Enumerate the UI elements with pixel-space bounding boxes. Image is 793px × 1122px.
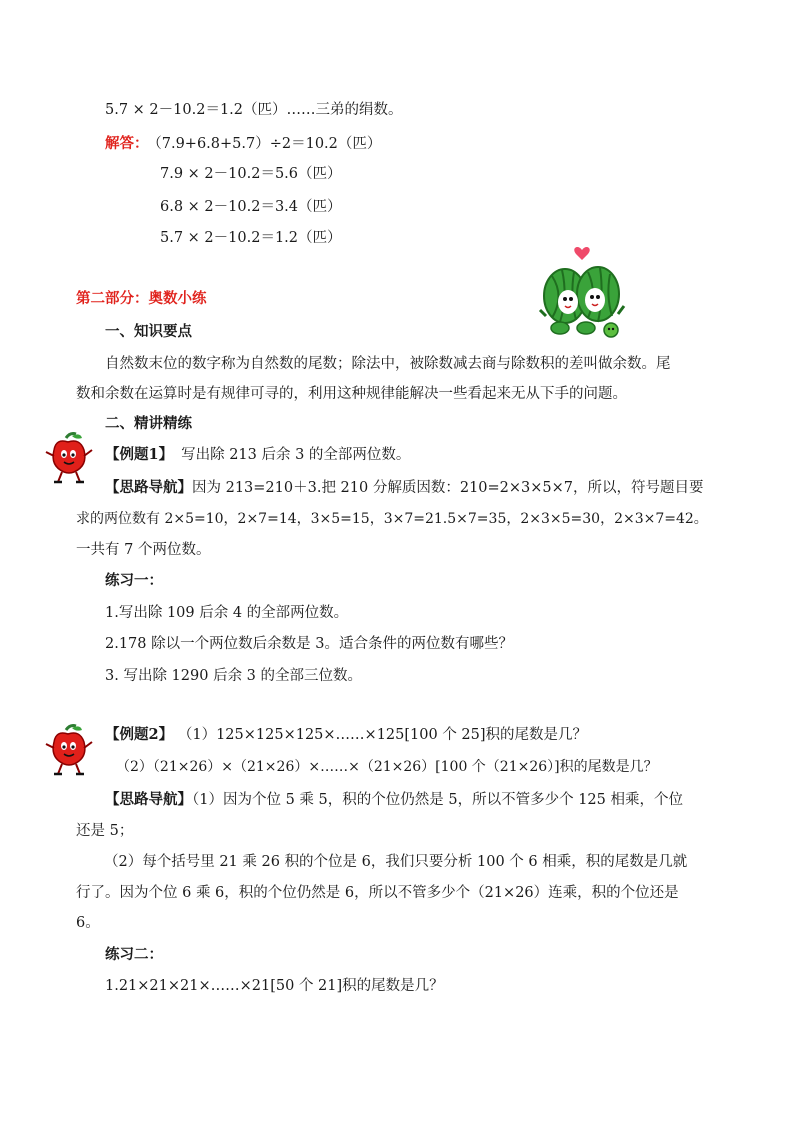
watermelon-mascot-image [538,244,628,340]
exercise-1-item: 2.178 除以一个两位数后余数是 3。适合条件的两位数有哪些？ [105,636,513,652]
example-2-q1: （1）125×125×125×……×125[100 个 25]积的尾数是几？ [185,727,588,743]
top-line-1: 5.7 × 2－10.2＝1.2（匹）……三弟的绢数。 [105,102,403,118]
example-1-nav-label: 【思路导航】 [105,479,192,496]
calc-line-2: 6.8 × 2－10.2＝3.4（匹） [160,199,342,215]
example-1-nav-row [105,478,704,498]
section-1-heading: 一、知识要点 [105,323,192,340]
exercise-1-heading: 练习一： [105,572,163,589]
section-2-heading: 二、精讲精练 [105,415,192,432]
calc-line-3: 5.7 × 2－10.2＝1.2（匹） [160,230,342,246]
example-1-nav-line-1: 因为 213=210＋3.把 210 分解质因数：210=2×3×5×7，所以，符号题目要 [192,480,704,496]
example-2-q2: （2）（21×26）×（21×26）×……×（21×26）[100 个（21×26）]积的尾数是几？ [116,759,658,775]
exercise-1-item: 1.写出除 109 后余 4 的全部两位数。 [105,605,349,621]
answer-line: （7.9+6.8+5.7）÷2＝10.2（匹） [154,136,382,152]
answer-label: 解答： [105,135,149,152]
example-1-row [105,445,410,465]
example-2-nav-line-1: （1）因为个位 5 乘 5，积的个位仍然是 5，所以不管多少个 125 相乘，个位 [192,792,683,808]
example-2-label: 【例题2】 [105,726,174,743]
example-2-nav-line-3: （2）每个括号里 21 乘 26 积的个位是 6，我们只要分析 100 个 6 相乘，积的尾数是几就 [104,854,688,870]
calc-line-1: 7.9 × 2－10.2＝5.6（匹） [160,166,342,182]
apple-mascot-image [44,722,94,778]
para-1-line-2: 数和余数在运算时是有规律可寻的，利用这种规律能解决一些看起来无从下手的问题。 [76,386,627,402]
exercise-2-item: 1.21×21×21×……×21[50 个 21]积的尾数是几？ [105,978,444,994]
example-1-nav-line-2: 求的两位数有 2×5=10，2×7=14，3×5=15，3×7=21.5×7=35，2×3×5=30，2×3×7=42。 [76,511,708,527]
answer-row [105,134,381,154]
example-1-label: 【例题1】 [105,446,174,463]
para-1-line-1: 自然数末位的数字称为自然数的尾数；除法中，被除数减去商与除数积的差叫做余数。尾 [105,356,671,372]
heart-icon [574,247,589,260]
part2-title: 第二部分：奥数小练 [76,290,207,307]
apple-mascot-image [44,430,94,486]
example-1-nav-line-3: 一共有 7 个两位数。 [76,542,211,558]
example-2-nav-line-2: 还是 5； [76,823,134,839]
example-2-nav-label: 【思路导航】 [105,791,192,808]
exercise-2-heading: 练习二： [105,946,163,963]
exercise-1-item: 3. 写出除 1290 后余 3 的全部三位数。 [105,668,363,684]
example-2-row [105,725,587,745]
example-1-text: 写出除 213 后余 3 的全部两位数。 [181,447,411,463]
example-2-nav-line-4: 行了。因为个位 6 乘 6，积的个位仍然是 6，所以不管多少个（21×26）连乘，积的个位还是 [76,885,679,901]
example-2-nav-row [105,790,683,810]
example-2-nav-line-5: 6。 [76,915,100,931]
